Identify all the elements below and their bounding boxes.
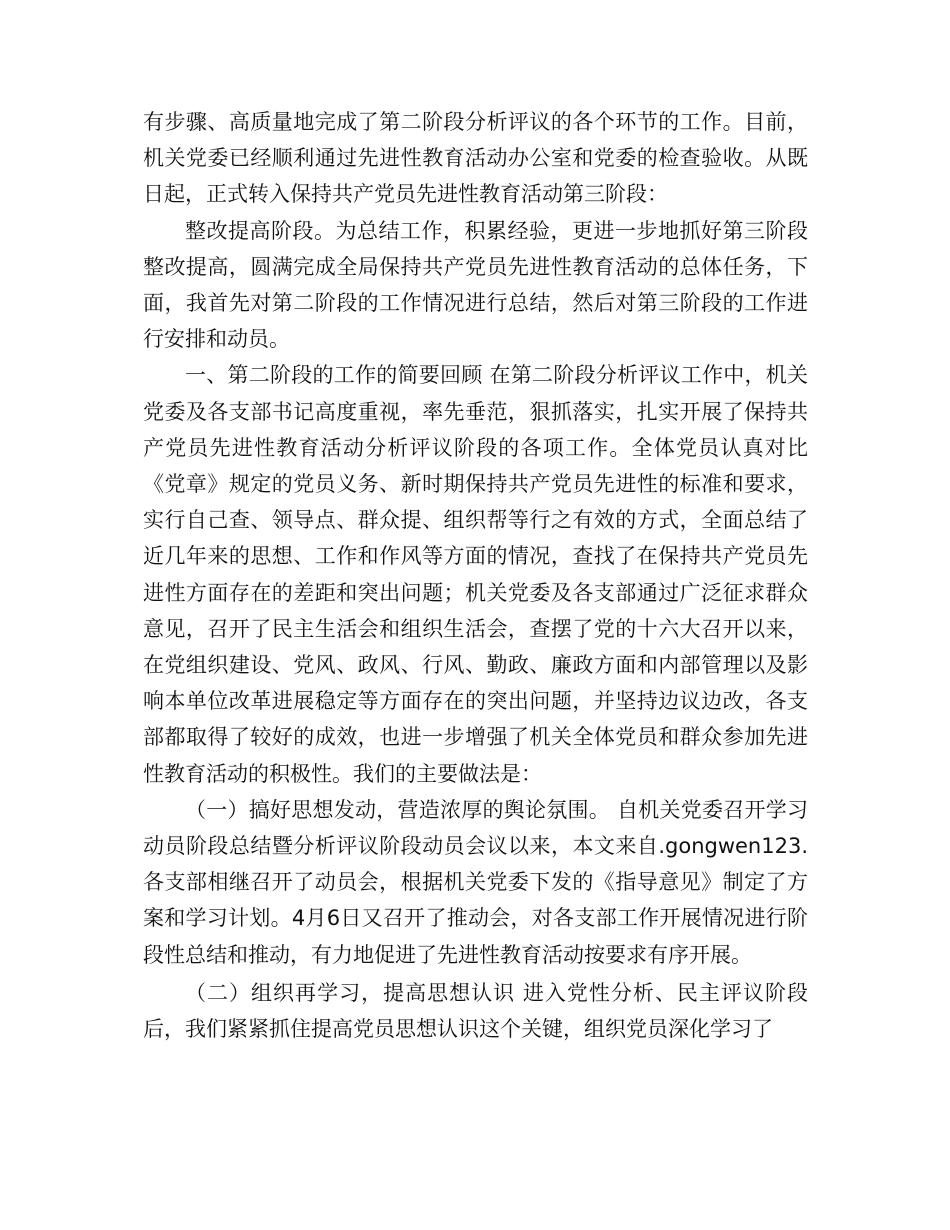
paragraph-review-section: 一、第二阶段的工作的简要回顾 在第二阶段分析评议工作中，机关党委及各支部书记高度重视，率先垂范，狠抓落实，扎实开展了保持共产党员先进性教育活动分析评议阶段的各项工作。全体党员认真对比《党章》规定的党员义务、新时期保持共产党员先进性的标准和要求，实行自己查、领导点、群众提、组织帮等行之有效的方式，全面总结了近几年来的思想、工作和作风等方面的情况，查找了在保持共产党员先进性方面存在的差距和突出问题；机关党委及各支部通过广泛征求群众意见，召开了民主生活会和组织生活会，查摆了党的十六大召开以来，在党组织建设、党风、政风、行风、勤政、廉政方面和内部管理以及影响本单位改革进展稳定等方面存在的突出问题，并坚持边议边改，各支部都取得了较好的成效，也进一步增强了机关全体党员和群众参加先进性教育活动的积极性。我们的主要做法是： [143, 363, 808, 786]
paragraph-item-two: （二）组织再学习，提高思想认识 进入党性分析、民主评议阶段后，我们紧紧抓住提高党员思想认识这个关键，组织党员深化学习了 [143, 980, 808, 1042]
document-body [143, 104, 808, 1047]
paragraph-item-one: （一）搞好思想发动，营造浓厚的舆论氛围。 自机关党委召开学习动员阶段总结暨分析评议阶段动员会议以来，本文来自.gongwen123.各支部相继召开了动员会，根据机关党委下发的《指导意见》制定了方案和学习计划。4月6日又召开了推动会，对各支部工作开展情况进行阶段性总结和推动，有力地促进了先进性教育活动按要求有序开展。 [143, 797, 808, 967]
paragraph-rectification-stage: 整改提高阶段。为总结工作，积累经验，更进一步地抓好第三阶段整改提高，圆满完成全局保持共产党员先进性教育活动的总体任务，下面，我首先对第二阶段的工作情况进行总结，然后对第三阶段的工作进行安排和动员。 [143, 218, 808, 352]
paragraph-continuation: 有步骤、高质量地完成了第二阶段分析评议的各个环节的工作。目前，机关党委已经顺利通过先进性教育活动办公室和党委的检查验收。从既日起，正式转入保持共产党员先进性教育活动第三阶段： [143, 110, 808, 207]
